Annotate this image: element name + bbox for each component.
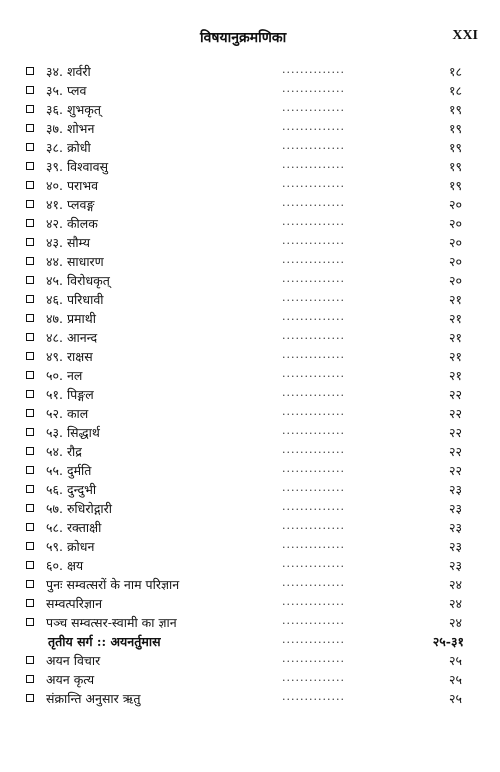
toc-entry-label: ३८. क्रोधी <box>46 140 91 155</box>
toc-entry-label: ५४. रौद्र <box>46 444 82 459</box>
toc-entry-page: २२ <box>448 463 462 478</box>
toc-entry <box>26 309 474 328</box>
toc-entry-page: २१ <box>448 330 462 345</box>
toc-entry-page: २४ <box>448 577 462 592</box>
toc-entry-page: २२ <box>448 425 462 440</box>
toc-entry-page: २२ <box>448 387 462 402</box>
toc-entry-label: ४५. विरोधकृत् <box>46 273 110 288</box>
dot-leader: .............. <box>282 557 345 570</box>
dot-leader: .............. <box>282 139 345 152</box>
toc-entry-label: ५२. काल <box>46 406 89 421</box>
toc-entry-page: २१ <box>448 292 462 307</box>
toc-entry <box>26 594 474 613</box>
checkbox-bullet-icon <box>26 124 34 132</box>
toc-entry <box>26 366 474 385</box>
toc-entry-label: ३७. शोभन <box>46 121 95 136</box>
toc-entry-label: ३५. प्लव <box>46 83 87 98</box>
checkbox-bullet-icon <box>26 352 34 360</box>
toc-entry-label: अयन विचार <box>46 653 101 668</box>
checkbox-bullet-icon <box>26 295 34 303</box>
toc-section-heading <box>26 632 474 651</box>
dot-leader: .............. <box>282 671 345 684</box>
checkbox-bullet-icon <box>26 561 34 569</box>
dot-leader: .............. <box>282 633 345 646</box>
checkbox-bullet-icon <box>26 105 34 113</box>
dot-leader: .............. <box>282 405 345 418</box>
dot-leader: .............. <box>282 443 345 456</box>
toc-entry-page: २१ <box>448 349 462 364</box>
dot-leader: .............. <box>282 576 345 589</box>
checkbox-bullet-icon <box>26 599 34 607</box>
toc-entry-page: १९ <box>448 121 462 136</box>
dot-leader: .............. <box>282 158 345 171</box>
toc-entry <box>26 233 474 252</box>
toc-entry-label: ५८. रक्ताक्षी <box>46 520 102 535</box>
toc-entry <box>26 461 474 480</box>
dot-leader: .............. <box>282 63 345 76</box>
toc-entry-page: २० <box>448 235 462 250</box>
toc-entry <box>26 271 474 290</box>
toc-entry <box>26 195 474 214</box>
toc-entry <box>26 651 474 670</box>
checkbox-bullet-icon <box>26 485 34 493</box>
toc-entry <box>26 62 474 81</box>
dot-leader: .............. <box>282 253 345 266</box>
toc-entry <box>26 480 474 499</box>
checkbox-bullet-icon <box>26 181 34 189</box>
toc-entry-label: ५०. नल <box>46 368 83 383</box>
toc-entry-label: ४०. पराभव <box>46 178 99 193</box>
toc-entry-label: ४८. आनन्द <box>46 330 98 345</box>
checkbox-bullet-icon <box>26 504 34 512</box>
toc-entry <box>26 328 474 347</box>
dot-leader: .............. <box>282 215 345 228</box>
checkbox-bullet-icon <box>26 694 34 702</box>
dot-leader: .............. <box>282 538 345 551</box>
toc-entry-page: २२ <box>448 444 462 459</box>
toc-entry <box>26 157 474 176</box>
dot-leader: .............. <box>282 310 345 323</box>
toc-entry-label: ५६. दुन्दुभी <box>46 482 97 497</box>
toc-entry <box>26 423 474 442</box>
toc-entry-label: सम्वत्परिज्ञान <box>46 596 103 611</box>
checkbox-bullet-icon <box>26 542 34 550</box>
toc-entry-label: पुनः सम्वत्सरों के नाम परिज्ञान <box>46 577 180 592</box>
dot-leader: .............. <box>282 101 345 114</box>
toc-entry <box>26 404 474 423</box>
dot-leader: .............. <box>282 424 345 437</box>
toc-entry <box>26 176 474 195</box>
checkbox-bullet-icon <box>26 656 34 664</box>
toc-entry-page: २३ <box>448 558 462 573</box>
toc-entry-label: ४३. सौम्य <box>46 235 90 250</box>
page-number: XXI <box>452 28 478 43</box>
toc-entry-page: २३ <box>448 539 462 554</box>
toc-entry <box>26 100 474 119</box>
checkbox-bullet-icon <box>26 276 34 284</box>
toc-entry-label: पञ्च सम्वत्सर-स्वामी का ज्ञान <box>46 615 177 630</box>
dot-leader: .............. <box>282 614 345 627</box>
dot-leader: .............. <box>282 234 345 247</box>
dot-leader: .............. <box>282 272 345 285</box>
dot-leader: .............. <box>282 367 345 380</box>
toc-entry-label: ५१. पिङ्गल <box>46 387 94 402</box>
toc-entry-label: ५३. सिद्धार्थ <box>46 425 100 440</box>
toc-entry-label: ४९. राक्षस <box>46 349 93 364</box>
toc-entry-page: २५ <box>448 691 462 706</box>
toc-entry-label: ४२. कीलक <box>46 216 98 231</box>
toc-entry <box>26 537 474 556</box>
toc-entry <box>26 290 474 309</box>
toc-entry-label: ६०. क्षय <box>46 558 84 573</box>
toc-entry-page: २५-३१ <box>432 634 464 649</box>
checkbox-bullet-icon <box>26 371 34 379</box>
checkbox-bullet-icon <box>26 238 34 246</box>
toc-entry-page: १८ <box>448 64 462 79</box>
toc-entry-page: २० <box>448 254 462 269</box>
toc-entry-label: ३९. विश्वावसु <box>46 159 109 174</box>
toc-entry-page: २० <box>448 197 462 212</box>
checkbox-bullet-icon <box>26 67 34 75</box>
dot-leader: .............. <box>282 462 345 475</box>
toc-entry <box>26 138 474 157</box>
toc-entry-page: १९ <box>448 178 462 193</box>
toc-entry-label: तृतीय सर्ग :: अयनर्तुमास <box>48 634 161 649</box>
toc-entry-label: ५७. रुधिरोद्गारी <box>46 501 112 516</box>
toc-entry-page: २३ <box>448 482 462 497</box>
toc-entry <box>26 670 474 689</box>
toc-entry <box>26 252 474 271</box>
toc-entry-page: २४ <box>448 615 462 630</box>
checkbox-bullet-icon <box>26 219 34 227</box>
toc-entry-page: २० <box>448 216 462 231</box>
table-of-contents <box>26 62 474 708</box>
toc-entry-page: १८ <box>448 83 462 98</box>
dot-leader: .............. <box>282 177 345 190</box>
toc-entry-page: २१ <box>448 311 462 326</box>
checkbox-bullet-icon <box>26 162 34 170</box>
dot-leader: .............. <box>282 652 345 665</box>
toc-entry-page: २४ <box>448 596 462 611</box>
toc-entry <box>26 689 474 708</box>
toc-entry <box>26 556 474 575</box>
page-title: विषयानुक्रमणिका <box>200 30 287 46</box>
toc-entry-page: २१ <box>448 368 462 383</box>
checkbox-bullet-icon <box>26 466 34 474</box>
toc-entry-page: २० <box>448 273 462 288</box>
toc-entry-page: १९ <box>448 102 462 117</box>
dot-leader: .............. <box>282 500 345 513</box>
checkbox-bullet-icon <box>26 143 34 151</box>
checkbox-bullet-icon <box>26 675 34 683</box>
toc-entry-page: २३ <box>448 501 462 516</box>
toc-entry-page: २५ <box>448 653 462 668</box>
checkbox-bullet-icon <box>26 447 34 455</box>
checkbox-bullet-icon <box>26 428 34 436</box>
toc-entry-page: २३ <box>448 520 462 535</box>
checkbox-bullet-icon <box>26 314 34 322</box>
toc-entry-label: ४४. साधारण <box>46 254 104 269</box>
toc-entry <box>26 385 474 404</box>
toc-entry <box>26 81 474 100</box>
dot-leader: .............. <box>282 481 345 494</box>
toc-entry-label: ५५. दुर्मति <box>46 463 92 478</box>
toc-entry <box>26 214 474 233</box>
checkbox-bullet-icon <box>26 523 34 531</box>
dot-leader: .............. <box>282 120 345 133</box>
dot-leader: .............. <box>282 329 345 342</box>
toc-entry-label: अयन कृत्य <box>46 672 95 687</box>
page-header <box>0 28 500 52</box>
toc-entry-label: ५९. क्रोधन <box>46 539 95 554</box>
dot-leader: .............. <box>282 196 345 209</box>
toc-entry <box>26 575 474 594</box>
toc-entry <box>26 518 474 537</box>
toc-entry-page: १९ <box>448 140 462 155</box>
toc-entry-label: ४७. प्रमाथी <box>46 311 96 326</box>
dot-leader: .............. <box>282 291 345 304</box>
checkbox-bullet-icon <box>26 390 34 398</box>
dot-leader: .............. <box>282 386 345 399</box>
toc-entry-page: १९ <box>448 159 462 174</box>
toc-entry <box>26 442 474 461</box>
dot-leader: .............. <box>282 519 345 532</box>
checkbox-bullet-icon <box>26 618 34 626</box>
toc-entry <box>26 347 474 366</box>
toc-entry <box>26 119 474 138</box>
toc-entry-label: संक्रान्ति अनुसार ऋतु <box>46 691 141 706</box>
dot-leader: .............. <box>282 82 345 95</box>
checkbox-bullet-icon <box>26 86 34 94</box>
toc-entry-label: ३६. शुभकृत् <box>46 102 101 117</box>
toc-entry-label: ३४. शर्वरी <box>46 64 91 79</box>
dot-leader: .............. <box>282 690 345 703</box>
checkbox-bullet-icon <box>26 257 34 265</box>
toc-entry-page: २५ <box>448 672 462 687</box>
dot-leader: .............. <box>282 348 345 361</box>
toc-entry-label: ४१. प्लवङ्ग <box>46 197 95 212</box>
checkbox-bullet-icon <box>26 409 34 417</box>
checkbox-bullet-icon <box>26 200 34 208</box>
toc-entry-page: २२ <box>448 406 462 421</box>
dot-leader: .............. <box>282 595 345 608</box>
checkbox-bullet-icon <box>26 333 34 341</box>
toc-entry <box>26 499 474 518</box>
checkbox-bullet-icon <box>26 580 34 588</box>
toc-entry <box>26 613 474 632</box>
toc-entry-label: ४६. परिधावी <box>46 292 104 307</box>
